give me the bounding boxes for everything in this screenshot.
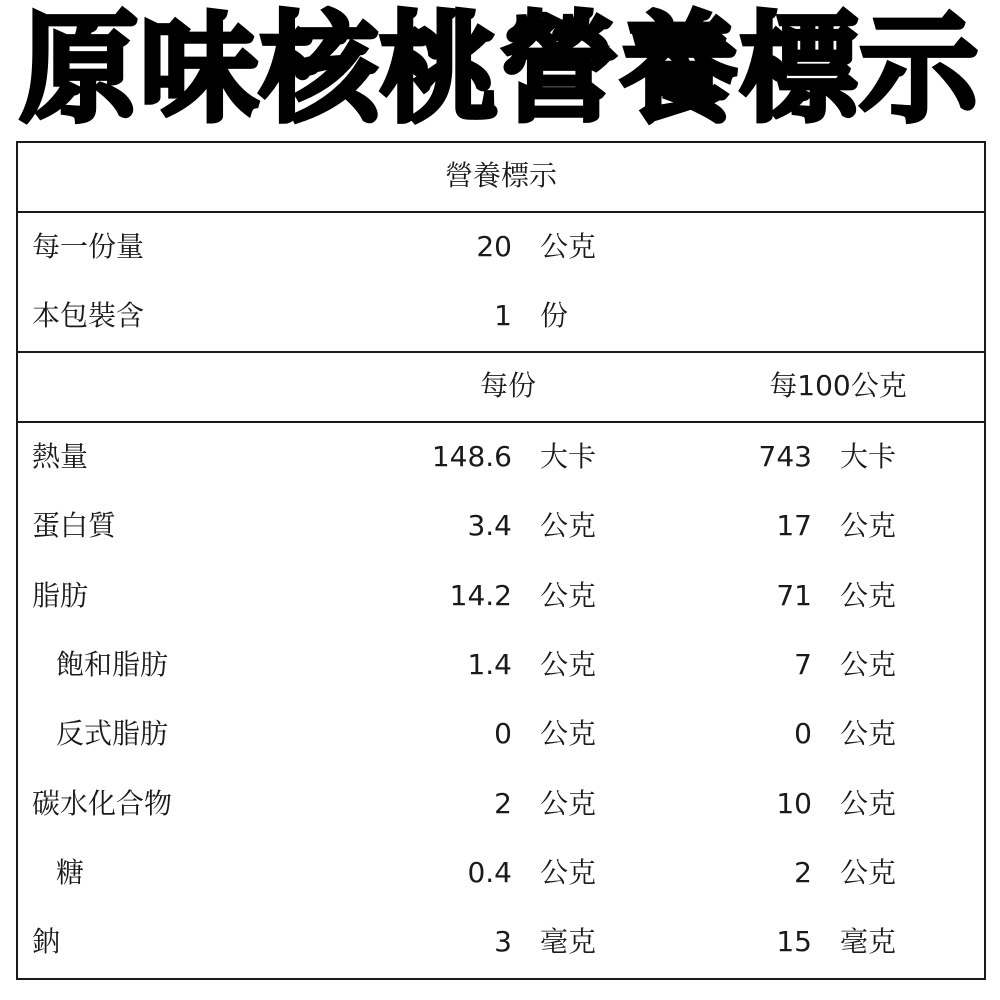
serving-size-value: 20 bbox=[476, 230, 512, 263]
nutrient-name: 脂肪 bbox=[32, 579, 89, 612]
servings-per-package-value: 1 bbox=[494, 299, 512, 332]
serving-size-unit: 公克 bbox=[540, 230, 597, 263]
servings-per-package-label: 本包裝含 bbox=[32, 299, 145, 332]
per-100g-unit: 大卡 bbox=[840, 440, 897, 473]
per-100g-unit: 毫克 bbox=[840, 925, 897, 958]
per-100g-unit: 公克 bbox=[840, 509, 897, 542]
serving-size-label: 每一份量 bbox=[32, 230, 145, 263]
per-serving-unit: 公克 bbox=[540, 717, 597, 750]
per-serving-value: 1.4 bbox=[467, 648, 512, 681]
per-100g-value: 743 bbox=[758, 440, 812, 473]
divider bbox=[18, 211, 984, 213]
per-100g-value: 7 bbox=[794, 648, 812, 681]
per-serving-value: 3 bbox=[494, 925, 512, 958]
per-100g-unit: 公克 bbox=[840, 579, 897, 612]
per-serving-value: 3.4 bbox=[467, 509, 512, 542]
per-100g-value: 2 bbox=[794, 856, 812, 889]
nutrition-label-table bbox=[16, 141, 986, 980]
servings-per-package-unit: 份 bbox=[540, 299, 569, 332]
per-serving-unit: 大卡 bbox=[540, 440, 597, 473]
per-serving-unit: 公克 bbox=[540, 579, 597, 612]
per-serving-value: 0.4 bbox=[467, 856, 512, 889]
divider bbox=[18, 351, 984, 353]
nutrient-name: 熱量 bbox=[32, 440, 89, 473]
per-100g-unit: 公克 bbox=[840, 717, 897, 750]
per-100g-unit: 公克 bbox=[840, 648, 897, 681]
nutrient-name: 飽和脂肪 bbox=[56, 648, 169, 681]
per-100g-value: 0 bbox=[794, 717, 812, 750]
per-100g-value: 15 bbox=[776, 925, 812, 958]
per-100g-value: 71 bbox=[776, 579, 812, 612]
per-serving-unit: 公克 bbox=[540, 648, 597, 681]
per-serving-unit: 公克 bbox=[540, 856, 597, 889]
nutrient-name: 鈉 bbox=[32, 925, 61, 958]
per-serving-value: 148.6 bbox=[431, 440, 512, 473]
label-header: 營養標示 bbox=[444, 159, 557, 192]
page-title: 原味核桃營養標示 bbox=[19, 0, 980, 138]
per-serving-unit: 公克 bbox=[540, 787, 597, 820]
per-serving-unit: 公克 bbox=[540, 509, 597, 542]
column-header-per-100g: 每100公克 bbox=[769, 369, 907, 402]
nutrient-name: 碳水化合物 bbox=[32, 787, 173, 820]
per-100g-unit: 公克 bbox=[840, 856, 897, 889]
per-100g-unit: 公克 bbox=[840, 787, 897, 820]
per-serving-value: 2 bbox=[494, 787, 512, 820]
per-100g-value: 10 bbox=[776, 787, 812, 820]
nutrient-name: 反式脂肪 bbox=[56, 717, 169, 750]
per-serving-unit: 毫克 bbox=[540, 925, 597, 958]
per-100g-value: 17 bbox=[776, 509, 812, 542]
divider bbox=[18, 421, 984, 423]
per-serving-value: 14.2 bbox=[449, 579, 512, 612]
nutrient-name: 糖 bbox=[56, 856, 85, 889]
per-serving-value: 0 bbox=[494, 717, 512, 750]
column-header-per-serving: 每份 bbox=[479, 369, 536, 402]
nutrient-name: 蛋白質 bbox=[32, 509, 117, 542]
